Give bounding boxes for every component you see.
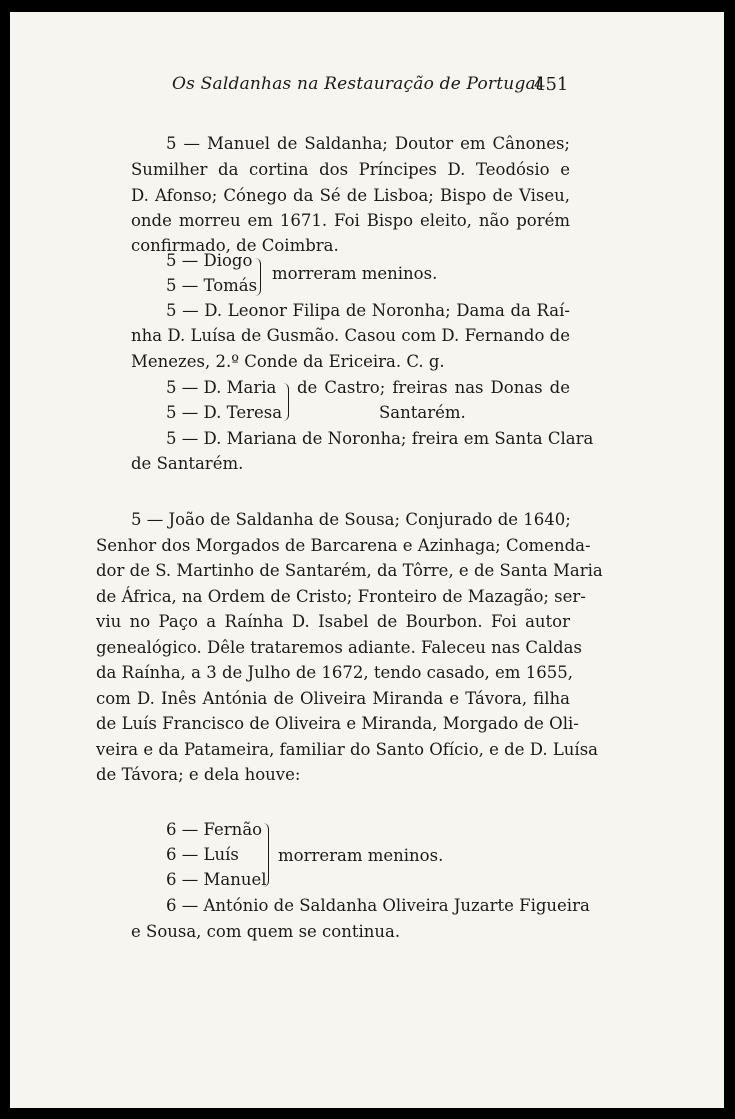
brace	[262, 823, 269, 887]
child-name: 5 — Tomás	[166, 276, 258, 295]
page-header	[10, 74, 724, 104]
brace	[254, 258, 261, 296]
text-line: e Sousa, com quem se continua.	[131, 922, 401, 941]
text-line: 5 — D. Leonor Filipa de Noronha; Dama da Raí-	[166, 301, 570, 320]
text-line: 5 — Manuel de Saldanha; Doutor em Cânones;	[166, 134, 570, 153]
text-line: D. Afonso; Cónego da Sé de Lisboa; Bispo de Viseu,	[131, 186, 570, 205]
child-name: 6 — Manuel	[166, 870, 267, 889]
brace-note: morreram meninos.	[278, 846, 444, 865]
text-line: 6 — António de Saldanha Oliveira Juzarte Figueira	[166, 896, 590, 915]
text-line: de Távora; e dela houve:	[96, 765, 301, 784]
brace-note: de Castro; freiras nas Donas de	[297, 378, 570, 397]
text-line: 5 — João de Saldanha de Sousa; Conjurado de 1640;	[131, 510, 571, 529]
text-line: veira e da Patameira, familiar do Santo Ofício, e de D. Luísa	[96, 740, 598, 759]
text-line: Sumilher da cortina dos Príncipes D. Teodósio e	[131, 160, 570, 179]
child-name: 6 — Luís	[166, 845, 239, 864]
brace-note: Santarém.	[379, 403, 466, 422]
text-line: genealógico. Dêle trataremos adiante. Faleceu nas Caldas	[96, 638, 582, 657]
child-name: 5 — Diogo	[166, 251, 253, 270]
text-line: Senhor dos Morgados de Barcarena e Azinhaga; Comenda-	[96, 536, 591, 555]
brace	[282, 383, 289, 421]
child-name: 5 — D. Maria	[166, 378, 277, 397]
text-line: nha D. Luísa de Gusmão. Casou com D. Fernando de	[131, 326, 570, 345]
text-line: Menezes, 2.º Conde da Ericeira. C. g.	[131, 352, 445, 371]
running-title: Os Saldanhas na Restauração de Portugal	[172, 74, 542, 94]
book-page	[10, 12, 724, 1108]
text-line: de África, na Ordem de Cristo; Fronteiro de Mazagão; ser-	[96, 587, 586, 606]
text-line: de Luís Francisco de Oliveira e Miranda, Morgado de Oli-	[96, 714, 579, 733]
child-name: 6 — Fernão	[166, 820, 263, 839]
text-line: viu no Paço a Raínha D. Isabel de Bourbon. Foi autor	[96, 612, 570, 631]
text-line: dor de S. Martinho de Santarém, da Tôrre, e de Santa Maria	[96, 561, 603, 580]
page-number: 451	[534, 74, 569, 95]
brace-note: morreram meninos.	[272, 264, 438, 283]
child-name: 5 — D. Teresa	[166, 403, 283, 422]
text-line: da Raínha, a 3 de Julho de 1672, tendo casado, em 1655,	[96, 663, 573, 682]
text-line: de Santarém.	[131, 454, 244, 473]
text-line: onde morreu em 1671. Foi Bispo eleito, não porém	[131, 211, 570, 230]
text-line: com D. Inês Antónia de Oliveira Miranda e Távora, filha	[96, 689, 570, 708]
text-line: confirmado, de Coimbra.	[131, 236, 339, 255]
text-line: 5 — D. Mariana de Noronha; freira em Santa Clara	[166, 429, 594, 448]
